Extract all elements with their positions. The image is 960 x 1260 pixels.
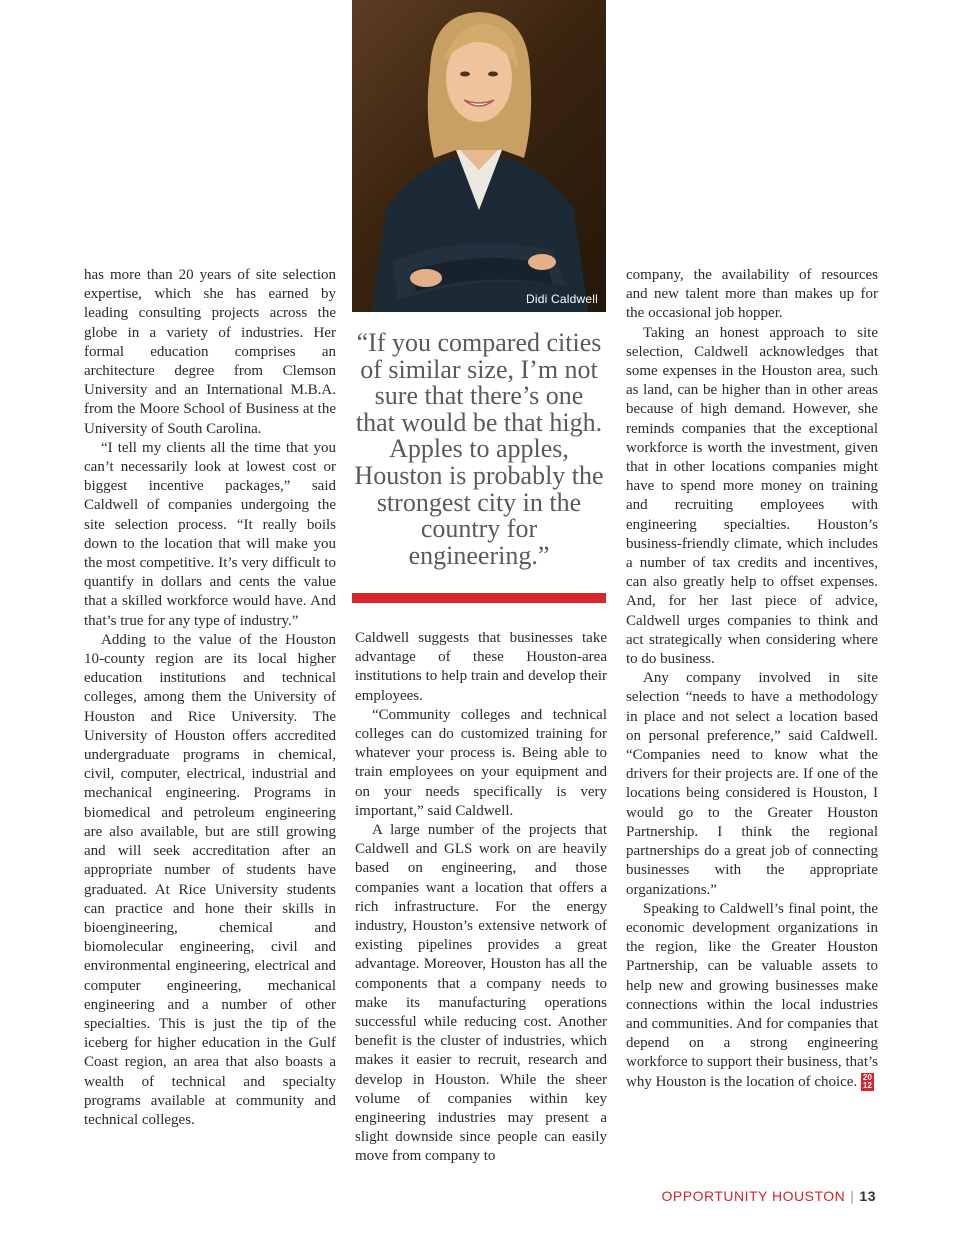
page-footer — [662, 1188, 876, 1204]
paragraph: has more than 20 years of site selection expertise, which she has earned by leading consulting projects across the globe in a variety of industries. Her formal education comprises an architecture degree from Clemson University and an International M.B.A. from the Moore School of Business at the University of South Carolina. — [84, 267, 336, 437]
paragraph: company, the availability of resources and new talent more than makes up for the occasional job hopper. — [626, 267, 878, 322]
paragraph: “Community colleges and technical colleges can do customized training for whatever your process is. Being able to train employees on your equipment and on your needs specifically is very important,” said Caldwell. — [355, 706, 607, 819]
paragraph-text: Speaking to Caldwell’s final point, the economic development organizations in the region, like the Greater Houston Partnership, can be valuable assets to help new and growing businesses make connections within the local industries and communities. And for companies that depend on a strong engineering workforce to support their business, that’s why Houston is the location of choice. — [626, 900, 878, 1090]
red-divider — [352, 593, 606, 603]
paragraph: A large number of the projects that Caldwell and GLS work on are heavily based on engineering, and those companies want a location that offers a rich infrastructure. For the energy industry, Houston’s extensive network of existing pipelines provides a great advantage. Moreover, Houston has all the components that a company needs to make its manufacturing operations successful while reducing cost. Another benefit is the cluster of industries, which makes it easier to recruit, research and develop in Houston. While the sheer volume of companies within key engineering industries may present a slight downside since people can easily move from company to — [355, 822, 607, 1165]
article-column-right — [626, 266, 878, 1092]
paragraph: Any company involved in site selection “needs to have a methodology in place and not select a location based on personal preference,” said Caldwell. “Companies need to know what the drivers for their projects are. If one of the locations being considered is Houston, I would go to the Greater Houston Partnership. I think the regional partnerships do a great job of connecting businesses with the appropriate organizations.” — [626, 670, 878, 898]
portrait-illustration — [352, 0, 606, 312]
pull-quote: “If you compared cities of similar size, I’m not sure that there’s one that would be that high. Apples to apples, Houston is probably the strongest city in the country for engineering.” — [354, 328, 604, 570]
publication-name: OPPORTUNITY HOUSTON — [661, 1188, 846, 1204]
page-number: 13 — [859, 1188, 876, 1204]
end-mark-icon — [861, 1073, 874, 1091]
photo-caption: Didi Caldwell — [526, 292, 598, 306]
article-column-left — [84, 266, 336, 1130]
end-mark-top: 20 — [863, 1073, 872, 1083]
end-mark-bottom: 12 — [863, 1081, 872, 1091]
paragraph: Adding to the value of the Houston 10-county region are its local higher education institutions and technical colleges, among them the University of Houston and Rice University. The University of Houston offers accredited undergraduate programs in chemical, civil, computer, electrical, industrial and mechanical engineering. Programs in biomedical and petroleum engineering are also available, but are still growing and will seek accreditation after an appropriate number of students have graduated. At Rice University students can practice and hone their skills in bioengineering, chemical and biomolecular engineering, civil and environmental engineering, electrical and computer engineering, mechanical engineering and a number of other specialties. This is just the tip of the iceberg for higher education in the Gulf Coast region, an area that also boasts a wealth of technical and specialty programs available at community and technical colleges. — [84, 631, 336, 1128]
paragraph — [626, 900, 878, 1092]
paragraph: Caldwell suggests that businesses take advantage of these Houston-area institutions to help train and develop their employees. — [355, 630, 607, 704]
paragraph: Taking an honest approach to site selection, Caldwell acknowledges that some expenses in the Houston area, such as land, can be higher than in other areas because of high demand. However, she reminds companies that the exceptional workforce is worth the investment, given that in other locations companies might have to spend more money on training and recruiting employees with engineering specialties. Houston’s business-friendly climate, which includes a number of tax credits and incentives, can also greatly help to offset expenses. And, for her last piece of advice, Caldwell urges companies to think and act strategically when considering where to do business. — [626, 324, 878, 668]
paragraph: “I tell my clients all the time that you can’t necessarily look at lowest cost or biggest incentive packages,” said Caldwell of companies undergoing the site selection process. “It really boils down to the location that will make you the most competitive. It’s very difficult to quantify in dollars and cents the value that a skilled workforce would have. And that’s true for any type of industry.” — [84, 439, 336, 629]
article-column-middle — [355, 629, 607, 1167]
portrait-photo — [352, 0, 606, 312]
footer-separator: | — [850, 1188, 855, 1204]
